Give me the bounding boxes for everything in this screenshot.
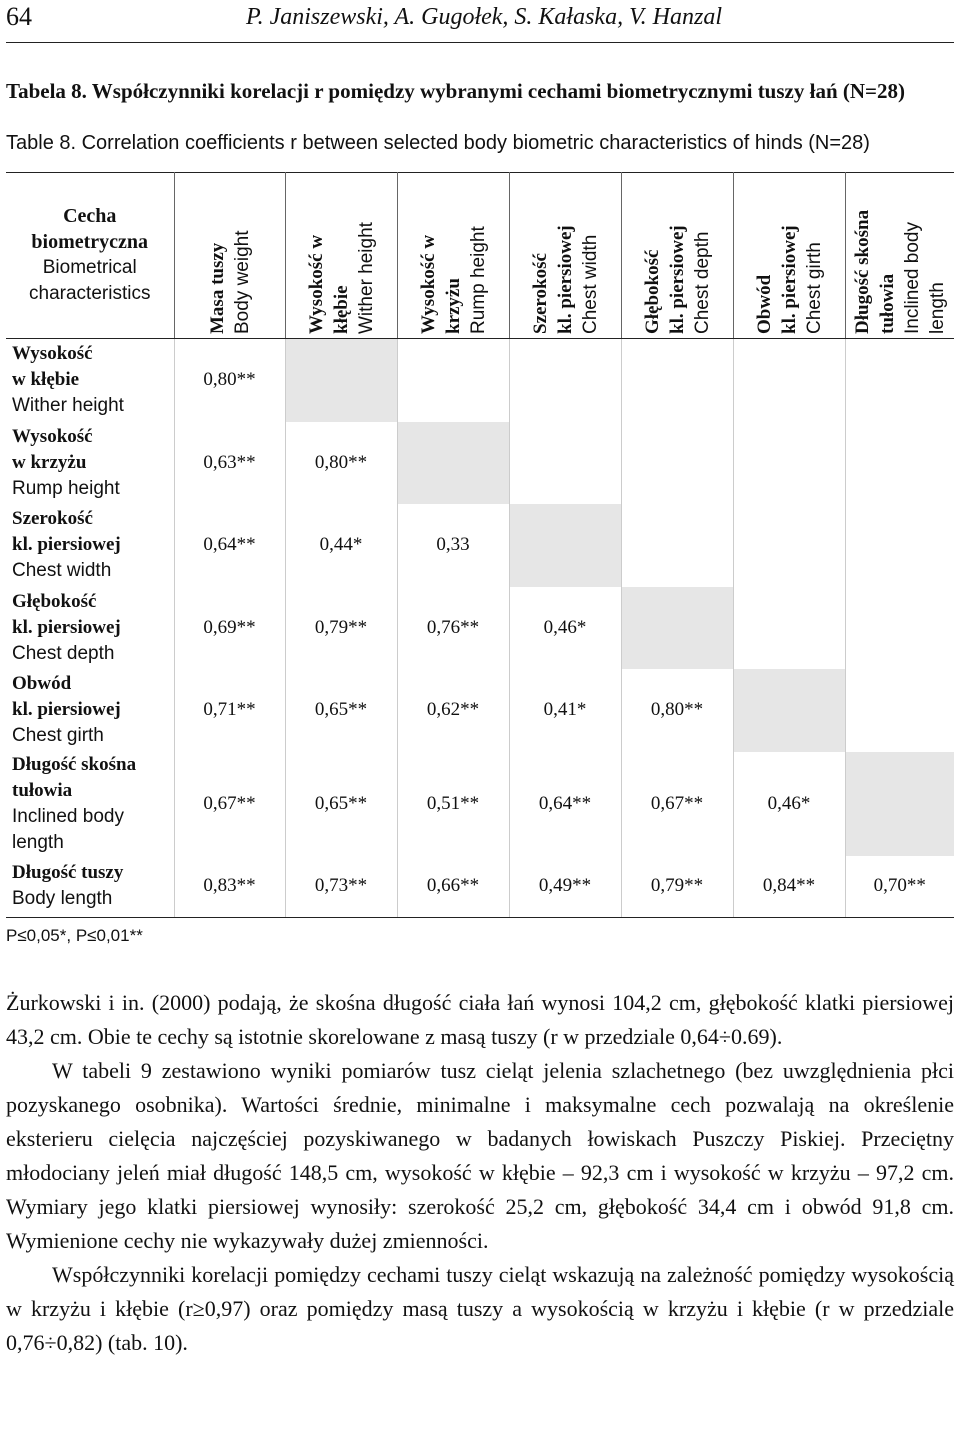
column-header-label <box>850 176 950 334</box>
table-row <box>6 856 954 918</box>
row-header-pl: kl. piersiowej <box>12 699 121 720</box>
column-header-pl: kl. piersiowej <box>778 225 800 334</box>
column-header <box>509 172 621 339</box>
diagonal-cell <box>733 669 845 752</box>
column-header-en: Chest depth <box>691 231 713 334</box>
correlation-cell: 0,46* <box>509 587 621 669</box>
table-row <box>6 339 954 422</box>
table-row <box>6 504 954 587</box>
corner-en-2: characteristics <box>29 283 151 304</box>
empty-cell <box>509 422 621 504</box>
empty-cell <box>845 504 954 587</box>
column-header-label <box>416 176 491 334</box>
column-header-pl: Wysokość w <box>417 234 439 334</box>
row-header <box>6 422 174 504</box>
column-header <box>174 172 285 339</box>
empty-cell <box>845 669 954 752</box>
empty-cell <box>845 587 954 669</box>
column-header-pl: Szerokość <box>529 253 551 334</box>
column-header-en: Wither height <box>355 222 377 334</box>
table-caption-english: Table 8. Correlation coefficients r between selected body biometric characteristics of hinds (N=28) <box>6 132 870 154</box>
correlation-cell: 0,83** <box>174 856 285 918</box>
corner-pl-1: Cecha <box>63 205 117 227</box>
row-header-en: Inclined body <box>12 805 124 827</box>
column-header-pl: Wysokość w <box>305 234 327 334</box>
empty-cell <box>733 339 845 422</box>
empty-cell <box>733 504 845 587</box>
page-header <box>6 2 954 38</box>
table-caption-polish: Tabela 8. Współczynniki korelacji r pomiędzy wybranymi cechami biometrycznymi tuszy łań (N=28) <box>6 79 905 103</box>
correlation-cell: 0,41* <box>509 669 621 752</box>
body-text <box>6 986 954 1360</box>
empty-cell <box>733 587 845 669</box>
row-header-en: Chest depth <box>12 642 115 664</box>
diagonal-cell <box>845 752 954 856</box>
empty-cell <box>621 339 733 422</box>
row-header-en: Chest girth <box>12 725 104 746</box>
correlation-cell: 0,71** <box>174 669 285 752</box>
row-header-pl: Długość skośna <box>12 753 137 775</box>
row-header-en: length <box>12 831 64 853</box>
correlation-cell: 0,80** <box>621 669 733 752</box>
correlation-cell: 0,79** <box>285 587 397 669</box>
row-header-pl: w kłębie <box>12 369 80 391</box>
column-header-pl: Obwód <box>753 274 775 334</box>
column-header-label <box>304 176 379 334</box>
empty-cell <box>621 422 733 504</box>
column-header-en: Rump height <box>467 226 489 334</box>
row-header <box>6 752 174 856</box>
column-header-pl: krzyżu <box>442 278 464 334</box>
row-header <box>6 856 174 918</box>
correlation-cell: 0,67** <box>174 752 285 856</box>
column-header-pl: Długość skośna <box>851 209 873 334</box>
correlation-cell: 0,64** <box>174 504 285 587</box>
correlation-cell: 0,65** <box>285 752 397 856</box>
correlation-cell: 0,66** <box>397 856 509 918</box>
row-header <box>6 587 174 669</box>
column-header-pl: Masa tuszy <box>206 242 228 334</box>
column-header-label <box>752 176 827 334</box>
column-header-pl: Głębokość <box>641 249 663 334</box>
row-header-pl: Głębokość <box>12 590 97 612</box>
row-header-pl: Obwód <box>12 673 72 694</box>
significance-footnote: P≤0,05*, P≤0,01** <box>6 926 143 945</box>
table-row <box>6 587 954 669</box>
diagonal-cell <box>285 339 397 422</box>
correlation-cell: 0,76** <box>397 587 509 669</box>
row-header <box>6 669 174 752</box>
correlation-cell: 0,80** <box>174 339 285 422</box>
diagonal-cell <box>397 422 509 504</box>
running-authors: P. Janiszewski, A. Gugołek, S. Kałaska, V. Hanzal <box>246 4 722 30</box>
column-header-pl: tułowia <box>876 273 898 334</box>
column-header-pl: kl. piersiowej <box>666 225 688 334</box>
empty-cell <box>621 504 733 587</box>
correlation-cell: 0,70** <box>845 856 954 918</box>
paragraph-2: W tabeli 9 zestawiono wyniki pomiarów tusz cieląt jelenia szlachetnego (bez uwzględnienia płci pozyskanego osobnika). Wartości średnie, minimalne i maksymalne cech pozwalają na określenie eksterieru cielęcia najczęściej pozyskiwanego w badanych łowiskach Puszczy Piskiej. Przeciętny młodociany jeleń miał długość 148,5 cm, wysokość w kłębie – 92,3 cm i wysokość w krzyżu – 97,2 cm. Wymiary jego klatki piersiowej wynosiły: szerokość 25,2 cm, głębokość 34,4 cm i obwód 91,8 cm. Wymienione cechy nie wykazywały dużej zmienności. <box>6 1058 954 1253</box>
empty-cell <box>845 422 954 504</box>
column-header-en: Inclined body <box>901 222 923 334</box>
correlation-cell: 0,73** <box>285 856 397 918</box>
paragraph-3: Współczynniki korelacji pomiędzy cechami tuszy cieląt wskazują na zależność pomiędzy wysokością w krzyżu i kłębie (r≥0,97) oraz pomiędzy masą tuszy a wysokością w krzyżu i kłębie (r w przedziale 0,76÷0,82) (tab. 10). <box>6 1262 954 1355</box>
table-header-row <box>6 172 954 339</box>
column-header-label <box>205 176 255 334</box>
row-header-pl: w krzyżu <box>12 451 87 473</box>
paragraph-1: Żurkowski i in. (2000) podają, że skośna długość ciała łań wynosi 104,2 cm, głębokość klatki piersiowej 43,2 cm. Obie te cechy są istotnie skorelowane z masą tuszy (r w przedziale 0,64÷0.69). <box>6 990 954 1049</box>
correlation-cell: 0,67** <box>621 752 733 856</box>
header-rule <box>6 42 954 43</box>
column-header <box>733 172 845 339</box>
row-header-pl: Szerokość <box>12 508 93 529</box>
column-header <box>845 172 954 339</box>
correlation-cell: 0,65** <box>285 669 397 752</box>
table-row <box>6 669 954 752</box>
row-header-en: Rump height <box>12 477 120 499</box>
empty-cell <box>845 339 954 422</box>
row-header-pl: kl. piersiowej <box>12 616 121 638</box>
corner-en-1: Biometrical <box>42 257 137 278</box>
column-header <box>621 172 733 339</box>
table-row <box>6 422 954 504</box>
diagonal-cell <box>621 587 733 669</box>
row-header-pl: Wysokość <box>12 425 93 447</box>
correlation-cell: 0,51** <box>397 752 509 856</box>
correlation-cell: 0,80** <box>285 422 397 504</box>
correlation-table <box>6 172 954 918</box>
row-header-pl: tułowia <box>12 779 73 801</box>
empty-cell <box>733 422 845 504</box>
column-header-en: Chest width <box>579 234 601 334</box>
row-header-en: Chest width <box>12 560 112 581</box>
column-header-label <box>528 176 603 334</box>
column-header-en: Body weight <box>231 230 253 334</box>
table-row <box>6 752 954 856</box>
row-header-pl: Wysokość <box>12 343 93 365</box>
column-header-label <box>640 176 715 334</box>
column-header-pl: kl. piersiowej <box>554 225 576 334</box>
row-header-pl: kl. piersiowej <box>12 534 121 555</box>
diagonal-cell <box>509 504 621 587</box>
correlation-cell: 0,84** <box>733 856 845 918</box>
corner-header <box>6 172 174 339</box>
row-header-en: Wither height <box>12 395 124 417</box>
table-body <box>6 339 954 918</box>
corner-pl-2: biometryczna <box>31 231 149 253</box>
column-header-en: length <box>926 282 948 334</box>
column-header <box>285 172 397 339</box>
column-header-pl: kłębie <box>330 285 352 334</box>
correlation-cell: 0,33 <box>397 504 509 587</box>
correlation-cell: 0,79** <box>621 856 733 918</box>
empty-cell <box>397 339 509 422</box>
row-header-en: Body length <box>12 888 113 910</box>
correlation-cell: 0,69** <box>174 587 285 669</box>
empty-cell <box>509 339 621 422</box>
correlation-cell: 0,44* <box>285 504 397 587</box>
page-number: 64 <box>6 2 32 31</box>
correlation-cell: 0,49** <box>509 856 621 918</box>
column-header-en: Chest girth <box>803 242 825 334</box>
correlation-cell: 0,62** <box>397 669 509 752</box>
row-header <box>6 339 174 422</box>
row-header-pl: Długość tuszy <box>12 862 124 884</box>
correlation-cell: 0,64** <box>509 752 621 856</box>
correlation-cell: 0,46* <box>733 752 845 856</box>
row-header <box>6 504 174 587</box>
correlation-cell: 0,63** <box>174 422 285 504</box>
column-header <box>397 172 509 339</box>
